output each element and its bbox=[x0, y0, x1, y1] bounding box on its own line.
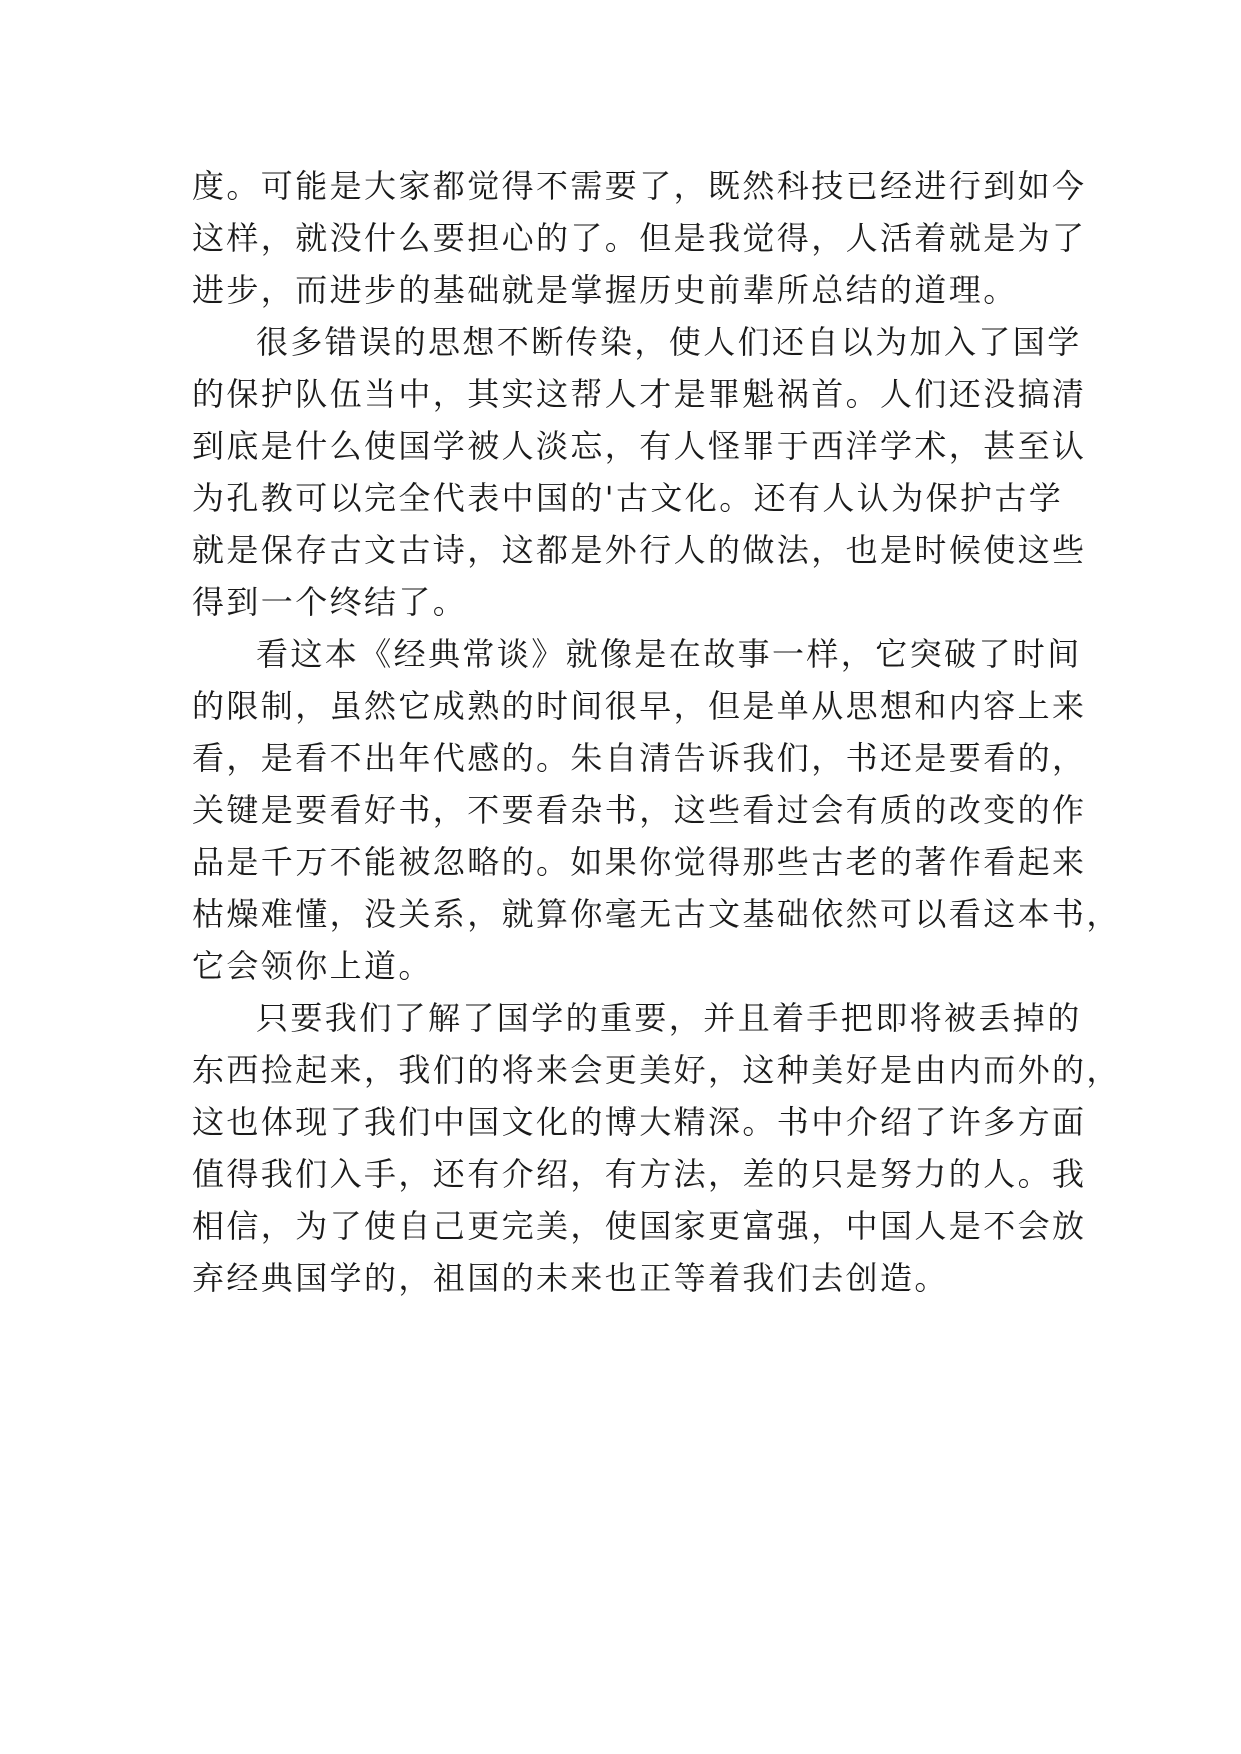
text-line: 品是千万不能被忽略的。如果你觉得那些古老的著作看起来 bbox=[192, 843, 1087, 881]
text-line: 关键是要看好书，不要看杂书，这些看过会有质的改变的作 bbox=[192, 791, 1087, 829]
text-line: 到底是什么使国学被人淡忘，有人怪罪于西洋学术，甚至认 bbox=[192, 427, 1087, 465]
text-line: 看，是看不出年代感的。朱自清告诉我们，书还是要看的， bbox=[192, 739, 1087, 777]
paragraph-1 bbox=[192, 160, 1087, 316]
text-line: 只要我们了解了国学的重要，并且着手把即将被丢掉的 bbox=[256, 999, 1082, 1037]
text-line: 东西捡起来，我们的将来会更美好，这种美好是由内而外的， bbox=[192, 1051, 1121, 1089]
text-line: 枯燥难懂，没关系，就算你毫无古文基础依然可以看这本书， bbox=[192, 895, 1121, 933]
paragraph-3 bbox=[192, 628, 1121, 992]
text-line: 度。可能是大家都觉得不需要了，既然科技已经进行到如今 bbox=[192, 167, 1087, 205]
text-line: 弃经典国学的，祖国的未来也正等着我们去创造。 bbox=[192, 1259, 949, 1297]
paragraph-4 bbox=[192, 992, 1121, 1304]
text-line: 的保护队伍当中，其实这帮人才是罪魁祸首。人们还没搞清 bbox=[192, 375, 1087, 413]
text-line: 为孔教可以完全代表中国的'古文化。还有人认为保护古学 bbox=[192, 479, 1064, 517]
text-line: 就是保存古文古诗，这都是外行人的做法，也是时候使这些 bbox=[192, 531, 1087, 569]
text-line: 这也体现了我们中国文化的博大精深。书中介绍了许多方面 bbox=[192, 1103, 1087, 1141]
text-line: 相信，为了使自己更完美，使国家更富强，中国人是不会放 bbox=[192, 1207, 1087, 1245]
text-line: 进步，而进步的基础就是掌握历史前辈所总结的道理。 bbox=[192, 271, 1018, 309]
text-line: 得到一个终结了。 bbox=[192, 583, 468, 621]
text-line: 它会领你上道。 bbox=[192, 947, 433, 985]
text-line: 看这本《经典常谈》就像是在故事一样，它突破了时间 bbox=[256, 635, 1082, 673]
body-text bbox=[192, 160, 1121, 1304]
paragraph-2 bbox=[192, 316, 1087, 628]
text-line: 很多错误的思想不断传染，使人们还自以为加入了国学 bbox=[256, 323, 1082, 361]
text-line: 这样，就没什么要担心的了。但是我觉得，人活着就是为了 bbox=[192, 219, 1087, 257]
text-line: 的限制，虽然它成熟的时间很早，但是单从思想和内容上来 bbox=[192, 687, 1087, 725]
text-line: 值得我们入手，还有介绍，有方法，差的只是努力的人。我 bbox=[192, 1155, 1087, 1193]
